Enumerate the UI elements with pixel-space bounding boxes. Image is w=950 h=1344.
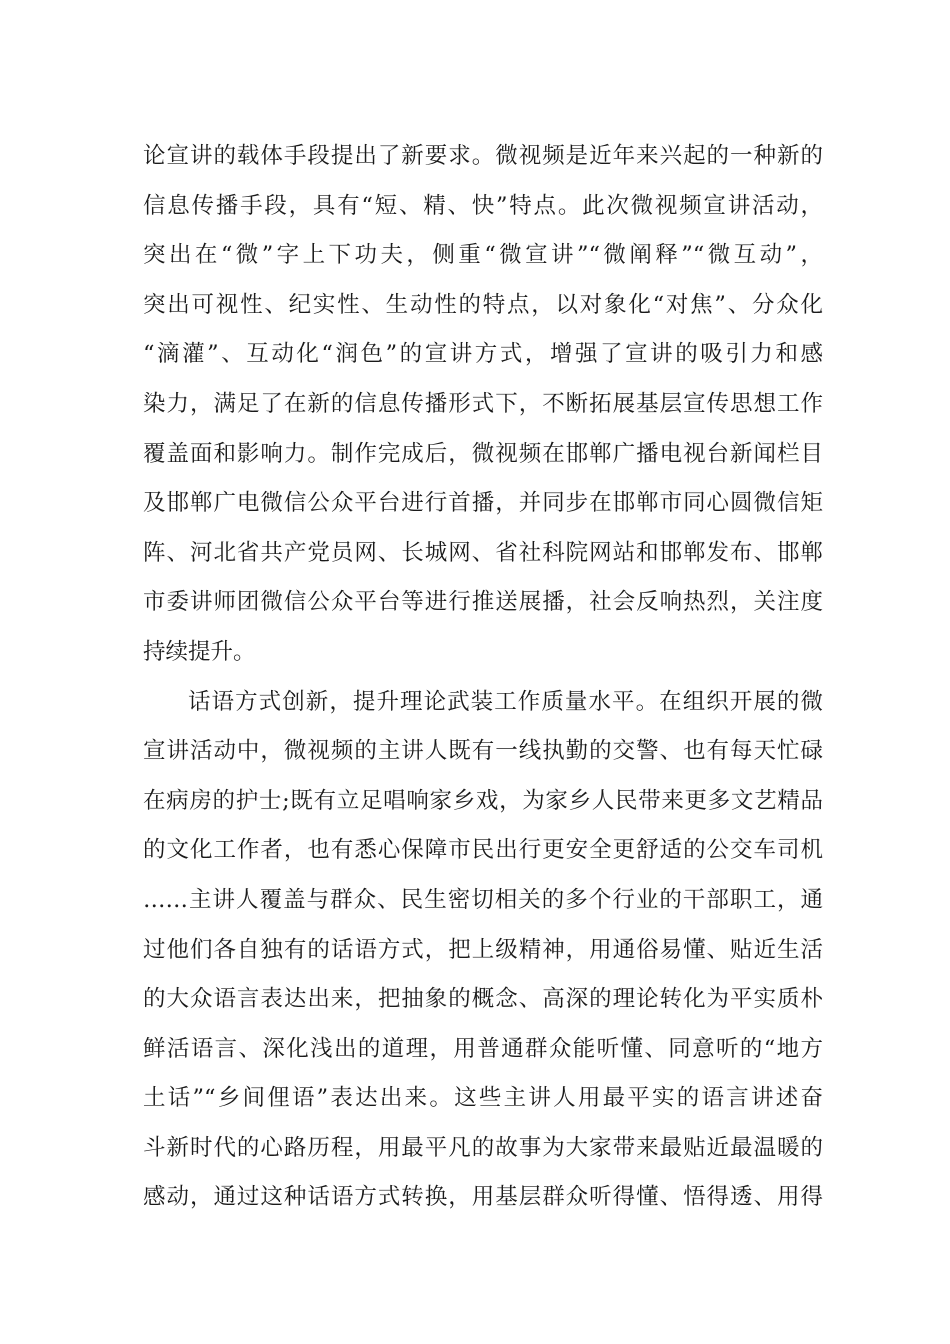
text-line: 覆盖面和影响力。制作完成后，微视频在邯郸广播电视台新闻栏目 [143, 440, 823, 467]
body-text [143, 132, 823, 1223]
text-line: 斗新时代的心路历程，用最平凡的故事为大家带来最贴近最温暖的 [143, 1134, 823, 1161]
text-line: 鲜活语言、深化浅出的道理，用普通群众能听懂、同意听的“地方 [143, 1035, 823, 1062]
text-line: “滴灌”、互动化“润色”的宣讲方式，增强了宣讲的吸引力和感 [143, 341, 823, 368]
text-line: 话语方式创新，提升理论武装工作质量水平。在组织开展的微 [188, 688, 823, 715]
text-line: 的大众语言表达出来，把抽象的概念、高深的理论转化为平实质朴 [143, 986, 823, 1013]
text-line: 持续提升。 [143, 638, 256, 665]
paragraph-1 [143, 132, 823, 678]
text-line: 宣讲活动中，微视频的主讲人既有一线执勤的交警、也有每天忙碌 [143, 738, 823, 765]
text-line: 市委讲师团微信公众平台等进行推送展播，社会反响热烈，关注度 [143, 589, 823, 616]
text-line: 信息传播手段，具有“短、精、快”特点。此次微视频宣讲活动， [143, 192, 823, 219]
paragraph-2 [143, 678, 823, 1224]
text-line: 过他们各自独有的话语方式，把上级精神，用通俗易懂、贴近生活 [143, 936, 823, 963]
text-line: 及邯郸广电微信公众平台进行首播，并同步在邯郸市同心圆微信矩 [143, 490, 823, 517]
text-line: 土话”“乡间俚语”表达出来。这些主讲人用最平实的语言讲述奋 [143, 1085, 823, 1112]
text-line: 染力，满足了在新的信息传播形式下，不断拓展基层宣传思想工作 [143, 390, 823, 417]
text-line: ……主讲人覆盖与群众、民生密切相关的多个行业的干部职工，通 [143, 886, 823, 913]
text-line: 的文化工作者，也有悉心保障市民出行更安全更舒适的公交车司机 [143, 837, 823, 864]
text-line: 突出在“微”字上下功夫，侧重“微宣讲”“微阐释”“微互动”， [143, 242, 823, 269]
text-line: 阵、河北省共产党员网、长城网、省社科院网站和邯郸发布、邯郸 [143, 539, 823, 566]
text-line: 论宣讲的载体手段提出了新要求。微视频是近年来兴起的一种新的 [143, 143, 823, 169]
text-line: 在病房的护士;既有立足唱响家乡戏，为家乡人民带来更多文艺精品 [143, 787, 823, 814]
text-line: 感动，通过这种话语方式转换，用基层群众听得懂、悟得透、用得 [143, 1184, 823, 1211]
text-line: 突出可视性、纪实性、生动性的特点，以对象化“对焦”、分众化 [143, 291, 823, 318]
